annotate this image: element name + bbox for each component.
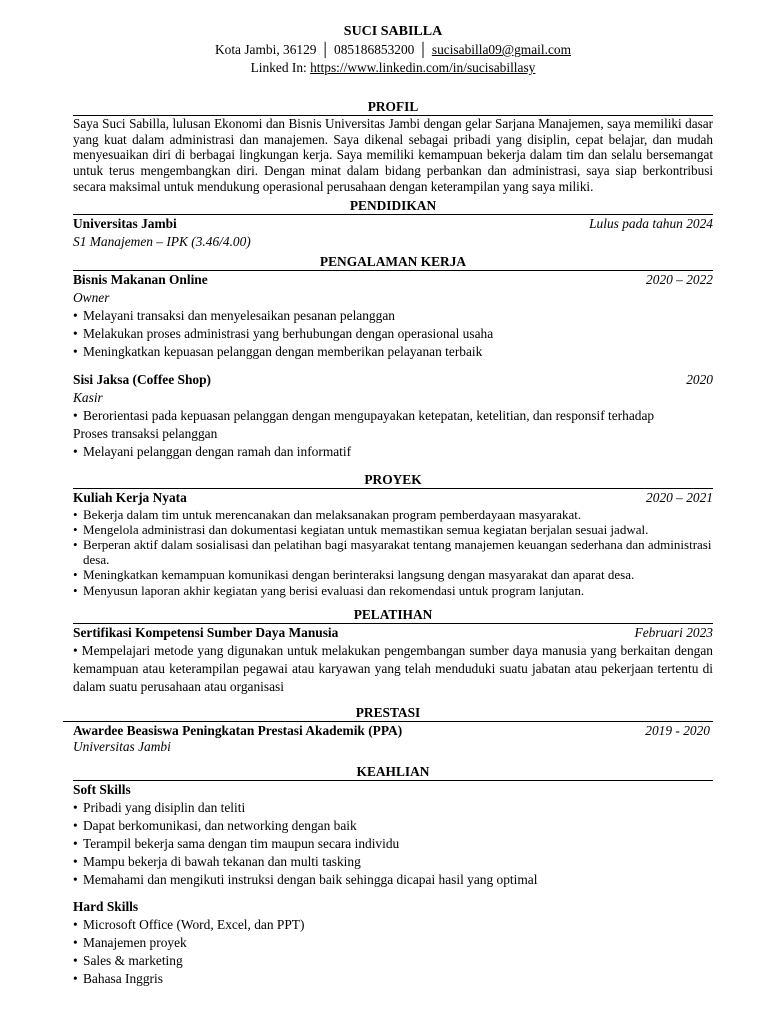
- section-title-proyek: PROYEK: [73, 471, 713, 489]
- linkedin-line: [73, 59, 713, 77]
- education-date: Lulus pada tahun 2024: [589, 215, 713, 231]
- list-item: • Sales & marketing: [73, 952, 713, 970]
- location: Kota Jambi, 36129: [214, 42, 317, 57]
- section-title-keahlian: KEAHLIAN: [73, 763, 713, 781]
- job-role: Kasir: [73, 389, 103, 405]
- list-item: • Menyusun laporan akhir kegiatan yang berisi evaluasi dan rekomendasi untuk program lanjutan.: [73, 583, 713, 598]
- education-degree: S1 Manajemen – IPK (3.46/4.00): [73, 233, 251, 249]
- phone: 085186853200: [334, 42, 415, 57]
- linkedin-label: Linked In:: [250, 60, 307, 75]
- list-item: • Bekerja dalam tim untuk merencanakan dan melaksanakan program pemberdayaan masyarakat.: [73, 507, 713, 522]
- resume-page: [73, 23, 713, 988]
- achievement-name: Awardee Beasiswa Peningkatan Prestasi Akademik (PPA): [73, 722, 403, 738]
- hard-skills-list: [73, 916, 713, 988]
- list-item: • Mampu bekerja di bawah tekanan dan multi tasking: [73, 853, 713, 871]
- list-item: • Bahasa Inggris: [73, 970, 713, 988]
- achievement-date: 2019 - 2020: [645, 722, 710, 738]
- job-header: [73, 371, 713, 389]
- list-item: • Melayani pelanggan dengan ramah dan informatif: [73, 443, 713, 461]
- list-item: • Meningkatkan kepuasan pelanggan dengan memberikan pelayanan terbaik: [73, 343, 713, 361]
- training-text: • Mempelajari metode yang digunakan untuk melakukan pengembangan sumber daya manusia yang berkaitan dengan kemampuan atau keterampilan pegawai atau karyawan yang telah menduduki suatu jabatan atau pekerjaan tertentu di dalam suatu perusahaan atau organisasi: [73, 642, 713, 694]
- achievement-header: [73, 722, 713, 740]
- training-name: Sertifikasi Kompetensi Sumber Daya Manusia: [73, 624, 339, 640]
- job-header: [73, 271, 713, 289]
- contact-line: [73, 41, 713, 59]
- section-title-pelatihan: PELATIHAN: [73, 606, 713, 624]
- section-title-profil: PROFIL: [73, 98, 713, 116]
- job-role: Owner: [73, 289, 110, 305]
- education-institution: Universitas Jambi: [73, 215, 177, 231]
- project-date: 2020 – 2021: [646, 489, 713, 505]
- hard-skills-title: Hard Skills: [73, 898, 139, 914]
- job-duties: [73, 307, 713, 361]
- list-item: • Mengelola administrasi dan dokumentasi kegiatan untuk memastikan semua kegiatan berjalan sesuai jadwal.: [73, 522, 713, 537]
- soft-skills-title: Soft Skills: [73, 781, 131, 797]
- list-item: • Melakukan proses administrasi yang berhubungan dengan operasional usaha: [73, 325, 713, 343]
- section-title-pengalaman: PENGALAMAN KERJA: [73, 253, 713, 271]
- list-item: • Dapat berkomunikasi, dan networking dengan baik: [73, 817, 713, 835]
- job-date: 2020 – 2022: [646, 271, 713, 287]
- job-date: 2020: [686, 371, 713, 387]
- divider: │: [320, 42, 331, 57]
- linkedin-link[interactable]: https://www.linkedin.com/in/sucisabillasy: [310, 60, 536, 75]
- section-title-pendidikan: PENDIDIKAN: [73, 197, 713, 215]
- list-item-continuation: Proses transaksi pelanggan: [73, 425, 218, 441]
- training-description: Mempelajari metode yang digunakan untuk melakukan pengembangan sumber daya manusia yang berkaitan dengan kemampuan atau keterampilan pegawai atau karyawan yang telah menduduki suatu jabatan atau pekerjaan tertentu di dalam suatu perusahaan atau organisasi: [73, 642, 713, 694]
- list-item: • Meningkatkan kemampuan komunikasi dengan berinteraksi langsung dengan masyarakat dan aparat desa.: [73, 567, 713, 582]
- list-item: • Berorientasi pada kepuasan pelanggan dengan mengupayakan ketepatan, ketelitian, dan responsif terhadap: [73, 407, 713, 425]
- achievement-institution: Universitas Jambi: [73, 738, 171, 754]
- project-items: [73, 507, 713, 598]
- project-name: Kuliah Kerja Nyata: [73, 489, 187, 505]
- list-item: • Terampil bekerja sama dengan tim maupun secara individu: [73, 835, 713, 853]
- job-duties: [73, 407, 713, 425]
- training-header: [73, 624, 713, 642]
- section-title-prestasi: PRESTASI: [63, 704, 713, 722]
- list-item: • Melayani transaksi dan menyelesaikan pesanan pelanggan: [73, 307, 713, 325]
- training-date: Februari 2023: [634, 624, 713, 640]
- list-item: • Memahami dan mengikuti instruksi dengan baik sehingga dicapai hasil yang optimal: [73, 871, 713, 889]
- candidate-name: SUCI SABILLA: [343, 24, 443, 39]
- list-item: • Manajemen proyek: [73, 934, 713, 952]
- project-header: [73, 489, 713, 507]
- list-item: • Berperan aktif dalam sosialisasi dan pelatihan bagi masyarakat tentang manajemen keuangan sederhana dan administrasi desa.: [73, 537, 713, 567]
- job-duties: [73, 443, 713, 461]
- job-company: Sisi Jaksa (Coffee Shop): [73, 371, 212, 387]
- profil-text: Saya Suci Sabilla, lulusan Ekonomi dan Bisnis Universitas Jambi dengan gelar Sarjana Manajemen, saya memiliki dasar yang kuat dalam administrasi dan manajemen. Saya dikenal sebagai pribadi yang disiplin, cepat belajar, dan mudah menyesuaikan diri di berbagai lingkungan kerja. Saya memiliki kemampuan bekerja dalam tim dan selalu bersemangat untuk terus mengembangkan diri. Dengan minat dalam bidang perbankan dan administrasi, saya siap berkontribusi secara maksimal untuk mendukung operasional perusahaan dengan keterampilan yang saya miliki.: [73, 116, 713, 194]
- list-item: • Pribadi yang disiplin dan teliti: [73, 799, 713, 817]
- soft-skills-list: [73, 799, 713, 889]
- divider: │: [418, 42, 428, 57]
- education-row: [73, 215, 713, 233]
- job-company: Bisnis Makanan Online: [73, 271, 208, 287]
- email-link[interactable]: sucisabilla09@gmail.com: [431, 42, 572, 57]
- list-item: • Microsoft Office (Word, Excel, dan PPT): [73, 916, 713, 934]
